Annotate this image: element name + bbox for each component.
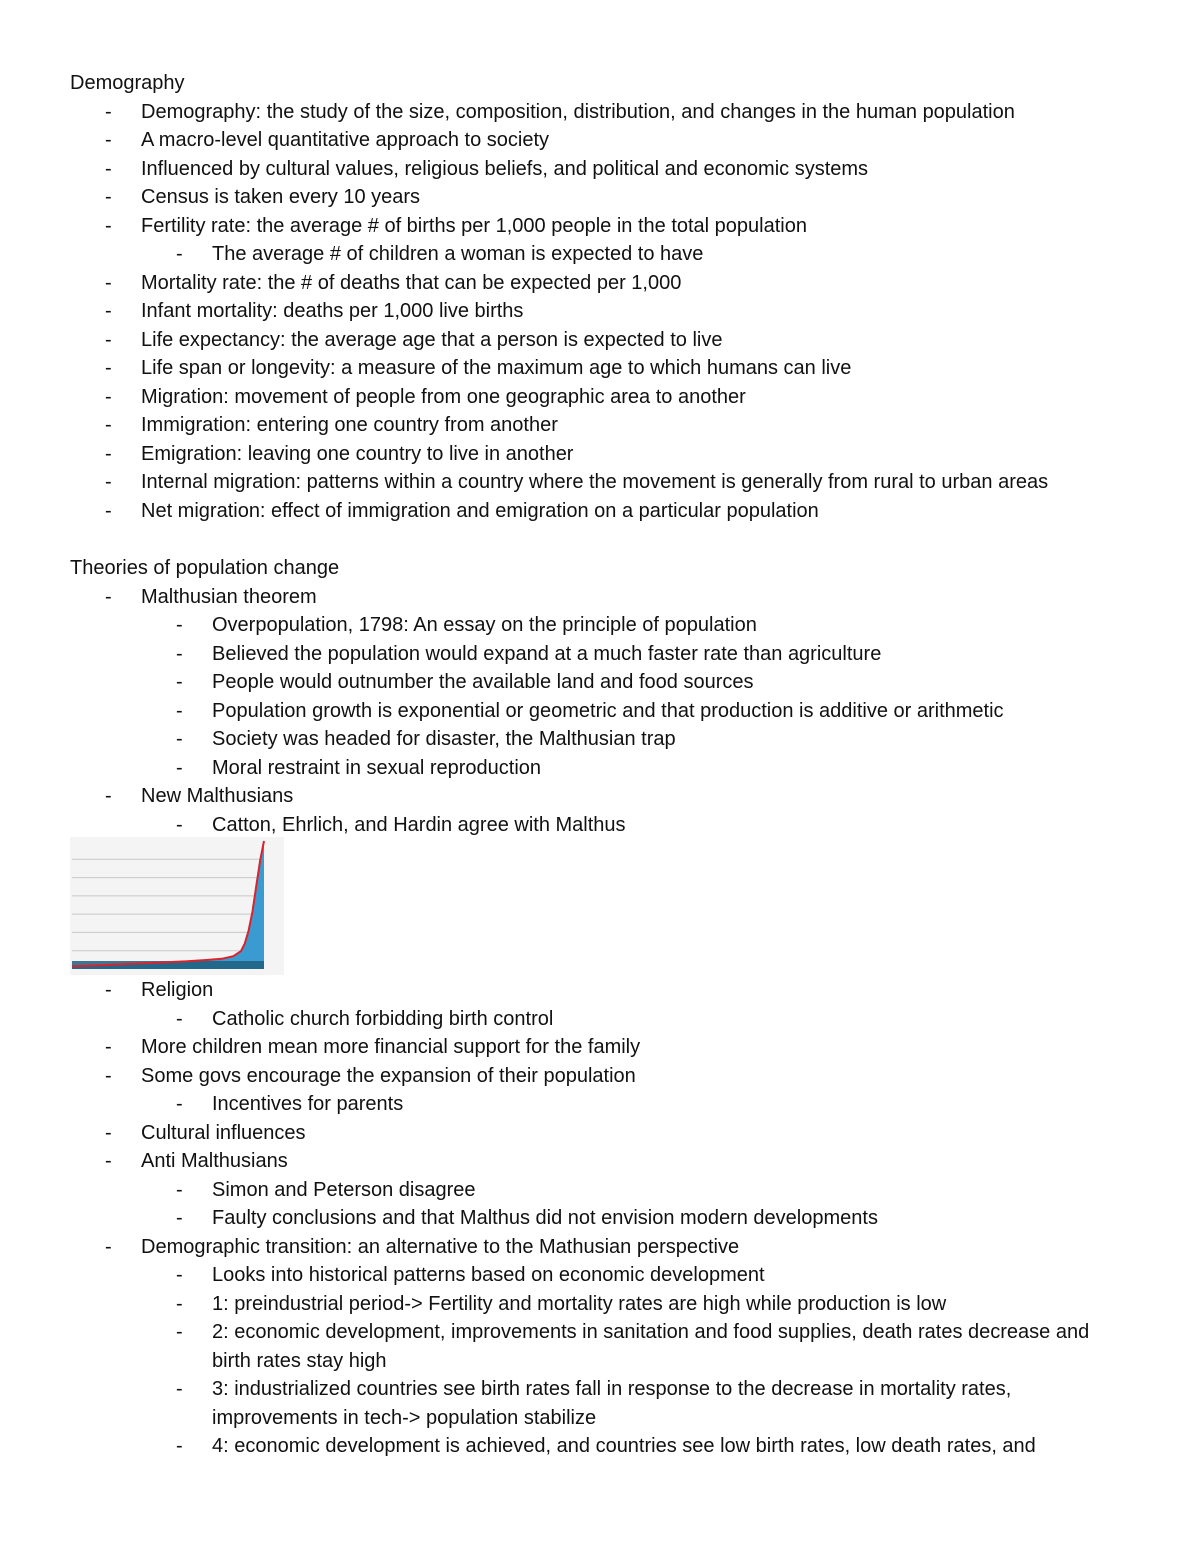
list-item-text: Demographic transition: an alternative to the Mathusian perspective <box>141 1235 740 1258</box>
list-item-text: Some govs encourage the expansion of their population <box>141 1064 636 1087</box>
list-item <box>70 326 1170 355</box>
bullet-dash: - <box>105 1036 112 1058</box>
bullet-dash: - <box>176 243 183 265</box>
list-item <box>70 468 1170 497</box>
bullet-dash: - <box>105 129 112 151</box>
bullet-dash: - <box>105 442 112 465</box>
bullet-dash: - <box>105 471 112 493</box>
list-item-text: Mortality rate: the # of deaths that can be expected per 1,000 <box>141 271 682 294</box>
list-subitem <box>70 1318 1132 1375</box>
list-item-text: Catholic church forbidding birth control <box>212 1007 554 1030</box>
list-item-text: Religion <box>141 979 214 1001</box>
list-item-text: Simon and Peterson disagree <box>212 1178 476 1201</box>
list-item <box>70 411 1170 440</box>
list-subitem <box>70 611 1170 640</box>
list-item-text: Life expectancy: the average age that a person is expected to live <box>141 328 723 351</box>
bullet-dash: - <box>176 756 183 779</box>
list-subitem <box>70 640 1170 669</box>
list-item <box>70 269 1170 298</box>
list-item-text: Moral restraint in sexual reproduction <box>212 756 542 779</box>
bullet-dash: - <box>105 1064 112 1087</box>
bullet-dash: - <box>105 1235 112 1258</box>
bullet-dash: - <box>105 585 112 608</box>
list-subitem <box>70 1432 1170 1461</box>
bullet-dash: - <box>176 699 183 722</box>
list-item <box>70 782 1170 811</box>
list-item <box>70 440 1170 469</box>
bullet-dash: - <box>176 1178 183 1201</box>
list-subitem <box>70 240 1170 269</box>
bullet-dash: - <box>176 1321 183 1343</box>
list-subitem <box>70 725 1170 754</box>
list-item <box>70 383 1170 412</box>
list-subitem <box>70 1375 1132 1432</box>
list-item-text: People would outnumber the available land and food sources <box>212 671 754 693</box>
list-subitem <box>70 1090 1170 1119</box>
list-item-text: Population growth is exponential or geometric and that production is additive or arithmetic <box>212 699 1004 722</box>
list-item <box>70 126 1170 155</box>
list-item-text: New Malthusians <box>141 785 294 807</box>
list-item-text: Faulty conclusions and that Malthus did not envision modern developments <box>212 1207 878 1229</box>
list-subitem <box>70 1204 1170 1233</box>
list-item-text: Malthusian theorem <box>141 585 317 608</box>
list-item-text: Infant mortality: deaths per 1,000 live births <box>141 300 524 322</box>
list-subitem <box>70 1005 1170 1034</box>
bullet-dash: - <box>105 414 112 436</box>
bullet-dash: - <box>176 671 183 693</box>
bullet-dash: - <box>105 785 112 807</box>
list-item <box>70 212 1170 241</box>
list-item-text: Fertility rate: the average # of births per 1,000 people in the total population <box>141 214 807 237</box>
bullet-dash: - <box>105 979 112 1001</box>
bullet-dash: - <box>105 328 112 351</box>
bullet-dash: - <box>176 1378 183 1400</box>
list-item-text: Catton, Ehrlich, and Hardin agree with Malthus <box>212 813 626 836</box>
list-item-text: Overpopulation, 1798: An essay on the principle of population <box>212 614 757 636</box>
bullet-dash: - <box>176 1207 183 1229</box>
list-subitem <box>70 697 1170 726</box>
bullet-dash: - <box>176 1093 183 1115</box>
bullet-dash: - <box>105 1121 112 1144</box>
population-growth-chart <box>70 837 284 975</box>
list-subitem <box>70 754 1170 783</box>
list-item <box>70 1233 1170 1262</box>
list-subitem <box>70 811 1170 840</box>
bullet-dash: - <box>105 385 112 408</box>
bullet-dash: - <box>105 186 112 208</box>
bullet-dash: - <box>176 642 183 665</box>
list-item-text: 1: preindustrial period-> Fertility and mortality rates are high while production is low <box>212 1292 947 1315</box>
list-item <box>70 976 1170 1005</box>
list-item-text: The average # of children a woman is expected to have <box>212 243 704 265</box>
list-subitem <box>70 1261 1170 1290</box>
bullet-dash: - <box>105 357 112 379</box>
section-theories-continued <box>70 976 1170 1461</box>
list-item <box>70 1033 1170 1062</box>
list-item-text: Incentives for parents <box>212 1093 404 1115</box>
list-item-text: More children mean more financial support for the family <box>141 1036 641 1058</box>
bullet-dash: - <box>176 1007 183 1030</box>
list-item-text: 4: economic development is achieved, and countries see low birth rates, low death rates, and <box>212 1435 1036 1457</box>
list-subitem <box>70 668 1170 697</box>
list-item-text: Migration: movement of people from one geographic area to another <box>141 385 746 408</box>
bullet-dash: - <box>176 614 183 636</box>
list-item <box>70 98 1170 127</box>
section-theories <box>70 554 1170 839</box>
list-item <box>70 354 1170 383</box>
section-demography <box>70 69 1170 525</box>
list-item <box>70 1147 1170 1176</box>
list-item-text: Cultural influences <box>141 1121 306 1144</box>
bullet-dash: - <box>176 1264 183 1286</box>
bullet-dash: - <box>105 300 112 322</box>
list-item-text: 3: industrialized countries see birth rates fall in response to the decrease in mortality rates, improvements in tech-> population stabilize <box>212 1378 1012 1429</box>
list-item-text: Influenced by cultural values, religious beliefs, and political and economic systems <box>141 157 869 180</box>
bullet-dash: - <box>176 1292 183 1315</box>
list-item <box>70 497 1170 526</box>
list-item-text: Immigration: entering one country from another <box>141 414 558 436</box>
list-item-text: Life span or longevity: a measure of the maximum age to which humans can live <box>141 357 852 379</box>
list-item-text: Demography: the study of the size, composition, distribution, and changes in the human population <box>141 100 1015 123</box>
list-item <box>70 1119 1170 1148</box>
bullet-dash: - <box>176 1435 183 1457</box>
bullet-dash: - <box>105 214 112 237</box>
list-item-text: Census is taken every 10 years <box>141 186 421 208</box>
list-subitem <box>70 1176 1170 1205</box>
list-item <box>70 155 1170 184</box>
list-item-text: Looks into historical patterns based on economic development <box>212 1264 765 1286</box>
list-item-text: 2: economic development, improvements in sanitation and food supplies, death rates decrease and birth rates stay high <box>212 1321 1090 1372</box>
list-item <box>70 297 1170 326</box>
chart-svg <box>70 837 284 975</box>
list-item-text: Believed the population would expand at a much faster rate than agriculture <box>212 642 882 665</box>
bullet-dash: - <box>105 271 112 294</box>
list-subitem <box>70 1290 1170 1319</box>
section-heading: Theories of population change <box>70 557 340 579</box>
list-item <box>70 183 1170 212</box>
list-item-text: Anti Malthusians <box>141 1150 288 1172</box>
bullet-dash: - <box>176 728 183 750</box>
list-item-text: A macro-level quantitative approach to society <box>141 129 549 151</box>
list-item-text: Society was headed for disaster, the Malthusian trap <box>212 728 676 750</box>
bullet-dash: - <box>176 813 183 836</box>
list-item-text: Emigration: leaving one country to live in another <box>141 442 574 465</box>
bullet-dash: - <box>105 1150 112 1172</box>
list-item <box>70 1062 1170 1091</box>
list-item <box>70 583 1170 612</box>
section-heading: Demography <box>70 72 185 94</box>
bullet-dash: - <box>105 100 112 123</box>
bullet-dash: - <box>105 157 112 180</box>
list-item-text: Net migration: effect of immigration and emigration on a particular population <box>141 499 819 522</box>
bullet-dash: - <box>105 499 112 522</box>
list-item-text: Internal migration: patterns within a country where the movement is generally from rural to urban areas <box>141 471 1049 493</box>
